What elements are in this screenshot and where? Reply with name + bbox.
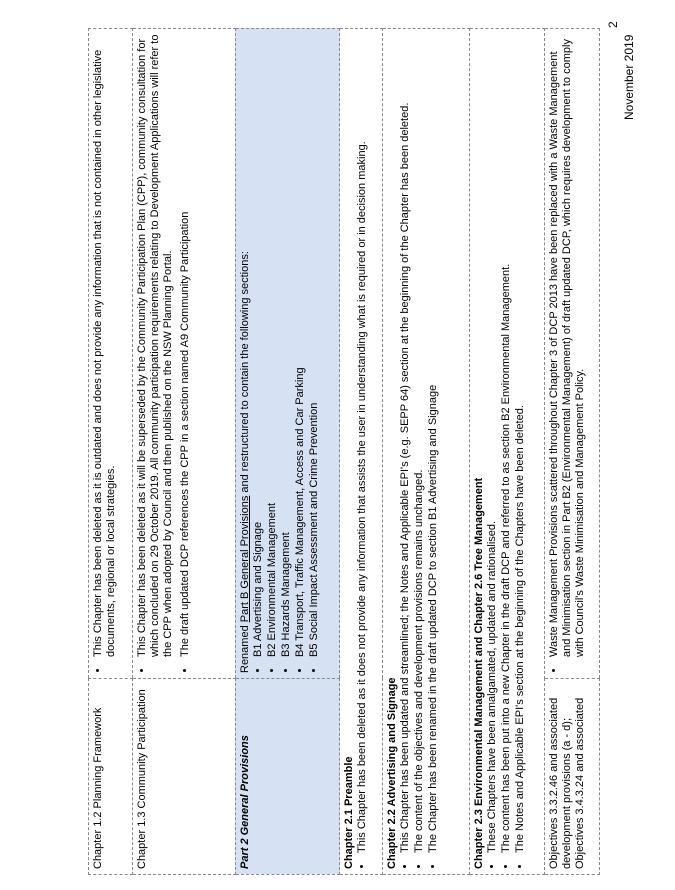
bullet-item: • These Chapters have been amalgamated, updated and rationalised. bbox=[486, 34, 499, 855]
table-row bbox=[383, 29, 469, 875]
table-row bbox=[469, 29, 545, 875]
table-row bbox=[133, 29, 235, 875]
bullet-item: • The draft updated DCP references the CPP in a section named A9 Community Participation bbox=[179, 34, 192, 659]
row-content bbox=[383, 29, 469, 875]
bullet-item: • This Chapter has been deleted as it is outdated and does not provide any information that is not contained in other legislative documents, regional or local strategies. bbox=[92, 34, 118, 659]
row-content bbox=[133, 29, 235, 679]
bullet-item: • This Chapter has been updated and streamlined; the Notes and Applicable EPI's (e.g. SEPP 64) section at the beginning of the Chapter has been deleted. bbox=[399, 34, 412, 855]
bullet-item: • The content has been put into a new Chapter in the draft DCP and referred to as section B2 Environmental Management. bbox=[500, 34, 513, 855]
intro-pre: Renamed bbox=[238, 622, 251, 673]
table-row bbox=[89, 29, 133, 875]
page-number: 2 bbox=[606, 21, 620, 28]
row-heading: Chapter 2.3 Environmental Management and Chapter 2.6 Tree Management bbox=[472, 477, 485, 869]
bullet-item: • B1 Advertising and Signage bbox=[252, 34, 265, 659]
row-label: Objectives 3.3.2.46 and associated development provisions (a - d); Objectives 3.4.3.24 and associated bbox=[545, 679, 600, 875]
table-row bbox=[545, 29, 600, 875]
intro-post: and restructured to contain the following sections: bbox=[238, 251, 251, 496]
row-content bbox=[89, 29, 133, 679]
row-content bbox=[469, 29, 545, 875]
row-label: Chapter 1.2 Planning Framework bbox=[89, 679, 133, 875]
bullet-item: • B5 Social Impact Assessment and Crime Prevention bbox=[308, 34, 321, 659]
table-row bbox=[340, 29, 383, 875]
bullet-item: • Waste Management Provisions scattered throughout Chapter 3 of DCP 2013 have been replaced with a Waste Management and Minimisation section in Part B2 (Environmental Management) of draft updated DCP, which requires development to comply with Council's Waste Minimisation and Management Policy. bbox=[548, 34, 587, 659]
bullet-item: • This Chapter has been deleted as it does not provide any information that assists the user in understanding what is required or in decision making. bbox=[356, 34, 369, 855]
part-b-link-text: Part B General Provisions bbox=[238, 495, 251, 623]
intro-text bbox=[239, 34, 252, 673]
bullet-item: • The Chapter has been renamed in the draft updated DCP to section B1 Advertising and Signage bbox=[427, 34, 440, 855]
bullet-item: • The Notes and Applicable EPI's section at the beginning of the Chapters have been deleted. bbox=[514, 34, 527, 855]
changes-table bbox=[88, 28, 600, 875]
row-label: Chapter 1.3 Community Participation bbox=[133, 679, 235, 875]
bullet-item: • This Chapter has been deleted as it will be superseded by the Community Participation Plan (CPP), community consultation for which concluded on 29 October 2019. All community participation requirements relating to Development Applications will refer to the CPP when adopted by Council and then published on the NSW Planning Portal. bbox=[136, 34, 175, 659]
table-row bbox=[235, 29, 340, 875]
row-label: Part 2 General Provisions bbox=[235, 679, 340, 875]
bullet-item: • The content of the objectives and development provisions remains unchanged. bbox=[413, 34, 426, 855]
row-heading: Chapter 2.1 Preamble bbox=[343, 756, 356, 869]
row-content bbox=[545, 29, 600, 679]
footer-date: November 2019 bbox=[622, 34, 636, 120]
bullet-item: • B2 Environmental Management bbox=[266, 34, 279, 659]
row-heading: Chapter 2.2 Advertising and Signage bbox=[386, 677, 399, 869]
row-content bbox=[235, 29, 340, 679]
bullet-item: • B3 Hazards Management bbox=[280, 34, 293, 659]
row-content bbox=[340, 29, 383, 875]
bullet-item: • B4 Transport, Traffic Management, Access and Car Parking bbox=[294, 34, 307, 659]
